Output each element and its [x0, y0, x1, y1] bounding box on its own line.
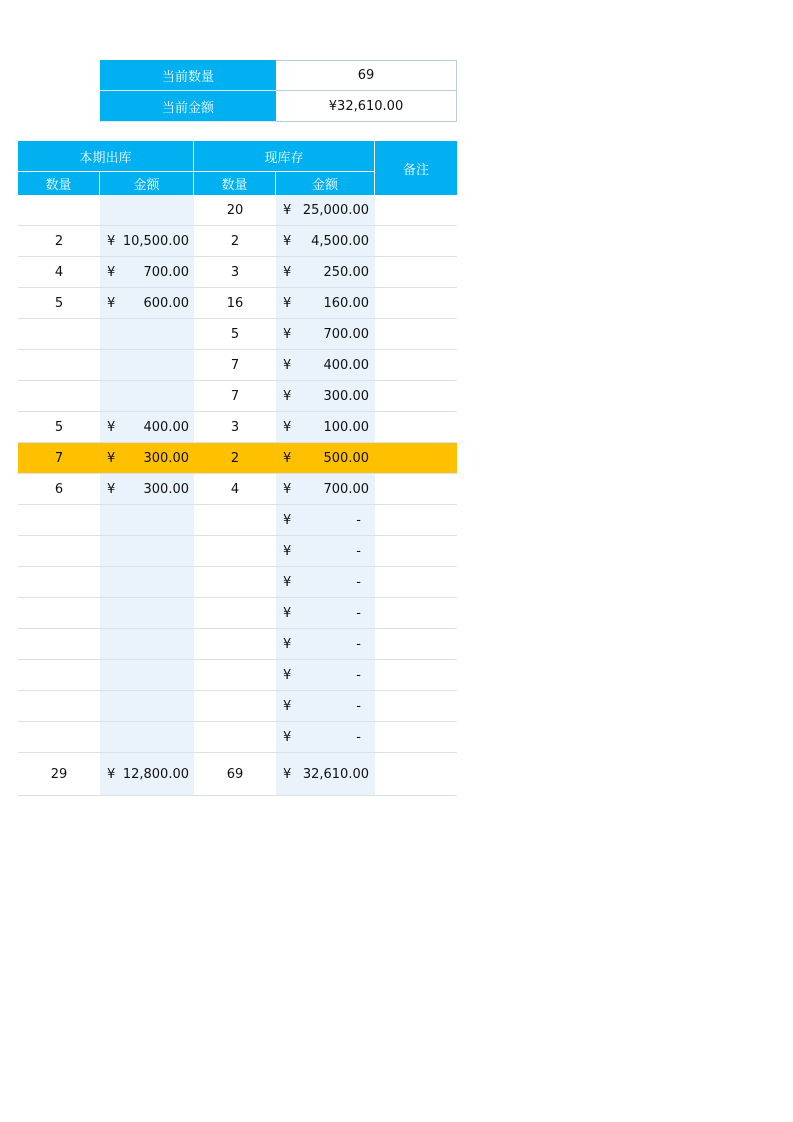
- note-cell[interactable]: [375, 598, 457, 628]
- note-cell[interactable]: [375, 319, 457, 349]
- stock-amount-cell[interactable]: [276, 412, 375, 442]
- currency-symbol: ¥: [107, 481, 116, 497]
- stock-qty-cell[interactable]: 7: [230, 357, 240, 373]
- amount-value: 250.00: [323, 264, 369, 280]
- current-amount-value[interactable]: ¥32,610.00: [276, 91, 457, 122]
- stock-qty-cell[interactable]: [194, 629, 276, 659]
- amount-value: 300.00: [143, 481, 189, 497]
- out-amount-cell[interactable]: [100, 319, 194, 349]
- currency-symbol: ¥: [283, 326, 292, 342]
- stock-amount-cell[interactable]: [276, 598, 375, 628]
- currency-symbol: ¥: [283, 357, 292, 373]
- stock-qty-cell[interactable]: 7: [230, 388, 240, 404]
- summary-row-amount: [100, 91, 457, 122]
- table-header: [18, 141, 457, 195]
- header-out-qty: 数量: [18, 172, 100, 195]
- amount-value: 300.00: [323, 388, 369, 404]
- amount-value: 25,000.00: [302, 202, 369, 218]
- out-amount-cell[interactable]: [100, 536, 194, 566]
- stock-qty-cell[interactable]: [194, 691, 276, 721]
- current-qty-label: 当前数量: [100, 60, 276, 91]
- out-qty-cell[interactable]: 6: [54, 481, 64, 497]
- amount-value: -: [356, 729, 361, 745]
- out-qty-cell[interactable]: 29: [50, 766, 68, 782]
- stock-qty-cell[interactable]: 4: [230, 481, 240, 497]
- out-amount-cell[interactable]: [100, 412, 194, 442]
- currency-symbol: ¥: [283, 766, 292, 782]
- stock-amount-cell[interactable]: [276, 381, 375, 411]
- amount-value: 400.00: [143, 419, 189, 435]
- out-amount-cell[interactable]: [100, 350, 194, 380]
- out-qty-cell[interactable]: [18, 505, 100, 535]
- stock-qty-cell[interactable]: 3: [230, 264, 240, 280]
- out-amount-cell[interactable]: [100, 691, 194, 721]
- table-row: [18, 474, 457, 505]
- stock-qty-cell[interactable]: 2: [194, 443, 276, 473]
- stock-amount-cell[interactable]: [276, 691, 375, 721]
- note-cell[interactable]: [375, 288, 457, 318]
- amount-value: 600.00: [143, 295, 189, 311]
- note-cell[interactable]: [375, 381, 457, 411]
- currency-symbol: ¥: [283, 574, 292, 590]
- amount-value: -: [356, 698, 361, 714]
- stock-amount-cell[interactable]: [276, 505, 375, 535]
- amount-value: 700.00: [323, 326, 369, 342]
- stock-amount-cell[interactable]: [276, 753, 375, 795]
- out-amount-cell[interactable]: [100, 567, 194, 597]
- amount-value: -: [356, 636, 361, 652]
- summary-box: [100, 60, 457, 122]
- note-cell[interactable]: [375, 722, 457, 752]
- note-cell[interactable]: [375, 412, 457, 442]
- amount-value: -: [356, 512, 361, 528]
- stock-qty-cell[interactable]: 69: [226, 766, 244, 782]
- amount-value: 10,500.00: [122, 233, 189, 249]
- out-qty-cell[interactable]: [18, 629, 100, 659]
- currency-symbol: ¥: [283, 264, 292, 280]
- table-row: [18, 350, 457, 381]
- note-cell[interactable]: [375, 567, 457, 597]
- out-qty-cell[interactable]: [18, 567, 100, 597]
- out-amount-cell[interactable]: [100, 443, 194, 473]
- currency-symbol: ¥: [283, 636, 292, 652]
- currency-symbol: ¥: [283, 512, 292, 528]
- amount-value: -: [356, 574, 361, 590]
- header-stock-amount: 金额: [276, 172, 375, 195]
- note-cell[interactable]: [375, 691, 457, 721]
- table-row: [18, 443, 457, 474]
- stock-amount-cell[interactable]: [276, 257, 375, 287]
- amount-value: 32,610.00: [302, 766, 369, 782]
- note-cell[interactable]: [375, 226, 457, 256]
- currency-symbol: ¥: [283, 605, 292, 621]
- stock-qty-cell[interactable]: 5: [230, 326, 240, 342]
- header-stock: 现库存: [194, 141, 375, 172]
- currency-symbol: ¥: [283, 481, 292, 497]
- table-row: [18, 505, 457, 536]
- amount-value: 500.00: [323, 450, 369, 466]
- out-qty-cell[interactable]: [18, 660, 100, 690]
- note-cell[interactable]: [375, 536, 457, 566]
- note-cell[interactable]: [375, 474, 457, 504]
- note-cell[interactable]: [375, 257, 457, 287]
- table-row: [18, 226, 457, 257]
- header-note: 备注: [375, 141, 457, 195]
- header-outbound: 本期出库: [18, 141, 194, 172]
- amount-value: -: [356, 605, 361, 621]
- out-qty-cell[interactable]: [18, 381, 100, 411]
- amount-value: 100.00: [323, 419, 369, 435]
- amount-value: 400.00: [323, 357, 369, 373]
- note-cell[interactable]: [375, 195, 457, 225]
- currency-symbol: ¥: [283, 202, 292, 218]
- stock-amount-cell[interactable]: [276, 660, 375, 690]
- table-row: [18, 319, 457, 350]
- out-amount-cell[interactable]: [100, 660, 194, 690]
- table-row: [18, 629, 457, 660]
- stock-amount-cell[interactable]: [276, 443, 375, 473]
- stock-qty-cell[interactable]: [194, 598, 276, 628]
- stock-qty-cell[interactable]: [194, 567, 276, 597]
- out-amount-cell[interactable]: [100, 226, 194, 256]
- out-qty-cell[interactable]: 4: [54, 264, 64, 280]
- currency-symbol: ¥: [283, 667, 292, 683]
- inventory-table: [18, 141, 457, 796]
- out-qty-cell[interactable]: [18, 319, 100, 349]
- out-qty-cell[interactable]: [18, 722, 100, 752]
- stock-amount-cell[interactable]: [276, 536, 375, 566]
- header-stock-qty: 数量: [194, 172, 276, 195]
- summary-row-qty: [100, 60, 457, 91]
- out-amount-cell[interactable]: [100, 381, 194, 411]
- out-qty-cell[interactable]: 2: [54, 233, 64, 249]
- out-amount-cell[interactable]: [100, 505, 194, 535]
- amount-value: 160.00: [323, 295, 369, 311]
- table-row: [18, 257, 457, 288]
- out-qty-cell[interactable]: 5: [54, 295, 64, 311]
- table-row: [18, 567, 457, 598]
- stock-amount-cell[interactable]: [276, 629, 375, 659]
- currency-symbol: ¥: [107, 295, 116, 311]
- note-cell[interactable]: [375, 443, 457, 473]
- stock-amount-cell[interactable]: [276, 474, 375, 504]
- currency-symbol: ¥: [107, 419, 116, 435]
- amount-value: 700.00: [143, 264, 189, 280]
- stock-qty-cell[interactable]: 20: [226, 202, 244, 218]
- table-row: [18, 660, 457, 691]
- stock-amount-cell[interactable]: [276, 350, 375, 380]
- amount-value: -: [356, 543, 361, 559]
- table-row: [18, 598, 457, 629]
- table-row: [18, 381, 457, 412]
- note-cell[interactable]: [375, 629, 457, 659]
- stock-qty-cell[interactable]: 2: [230, 233, 240, 249]
- currency-symbol: ¥: [283, 388, 292, 404]
- out-amount-cell[interactable]: [100, 257, 194, 287]
- currency-symbol: ¥: [283, 729, 292, 745]
- stock-qty-cell[interactable]: [194, 722, 276, 752]
- stock-amount-cell[interactable]: [276, 722, 375, 752]
- note-cell[interactable]: [375, 753, 457, 795]
- amount-value: 700.00: [323, 481, 369, 497]
- out-qty-cell[interactable]: [18, 691, 100, 721]
- out-amount-cell[interactable]: [100, 474, 194, 504]
- stock-amount-cell[interactable]: [276, 319, 375, 349]
- currency-symbol: ¥: [283, 419, 292, 435]
- out-amount-cell[interactable]: [100, 195, 194, 225]
- stock-amount-cell[interactable]: [276, 567, 375, 597]
- table-total-row: [18, 753, 457, 796]
- currency-symbol: ¥: [283, 543, 292, 559]
- currency-symbol: ¥: [283, 295, 292, 311]
- amount-value: 300.00: [143, 450, 189, 466]
- note-cell[interactable]: [375, 350, 457, 380]
- table-row: [18, 412, 457, 443]
- out-qty-cell[interactable]: [18, 350, 100, 380]
- out-amount-cell[interactable]: [100, 753, 194, 795]
- stock-qty-cell[interactable]: [194, 536, 276, 566]
- amount-value: 12,800.00: [122, 766, 189, 782]
- stock-amount-cell[interactable]: [276, 288, 375, 318]
- out-qty-cell[interactable]: 7: [18, 443, 100, 473]
- table-row: [18, 722, 457, 753]
- table-row: [18, 288, 457, 319]
- currency-symbol: ¥: [107, 450, 116, 466]
- stock-qty-cell[interactable]: [194, 660, 276, 690]
- table-row: [18, 691, 457, 722]
- out-amount-cell[interactable]: [100, 598, 194, 628]
- stock-amount-cell[interactable]: [276, 195, 375, 225]
- currency-symbol: ¥: [107, 233, 116, 249]
- currency-symbol: ¥: [283, 233, 292, 249]
- out-amount-cell[interactable]: [100, 629, 194, 659]
- header-out-amount: 金额: [100, 172, 194, 195]
- stock-qty-cell[interactable]: 16: [226, 295, 244, 311]
- out-amount-cell[interactable]: [100, 288, 194, 318]
- stock-amount-cell[interactable]: [276, 226, 375, 256]
- amount-value: -: [356, 667, 361, 683]
- note-cell[interactable]: [375, 505, 457, 535]
- current-qty-value[interactable]: 69: [276, 60, 457, 91]
- currency-symbol: ¥: [107, 264, 116, 280]
- currency-symbol: ¥: [283, 450, 292, 466]
- note-cell[interactable]: [375, 660, 457, 690]
- out-qty-cell[interactable]: [18, 195, 100, 225]
- out-amount-cell[interactable]: [100, 722, 194, 752]
- currency-symbol: ¥: [283, 698, 292, 714]
- table-body: [18, 195, 457, 796]
- out-qty-cell[interactable]: 5: [54, 419, 64, 435]
- currency-symbol: ¥: [107, 766, 116, 782]
- table-row: [18, 536, 457, 567]
- current-amount-label: 当前金额: [100, 91, 276, 122]
- table-row: [18, 195, 457, 226]
- amount-value: 4,500.00: [311, 233, 369, 249]
- out-qty-cell[interactable]: [18, 536, 100, 566]
- stock-qty-cell[interactable]: [194, 505, 276, 535]
- stock-qty-cell[interactable]: 3: [230, 419, 240, 435]
- out-qty-cell[interactable]: [18, 598, 100, 628]
